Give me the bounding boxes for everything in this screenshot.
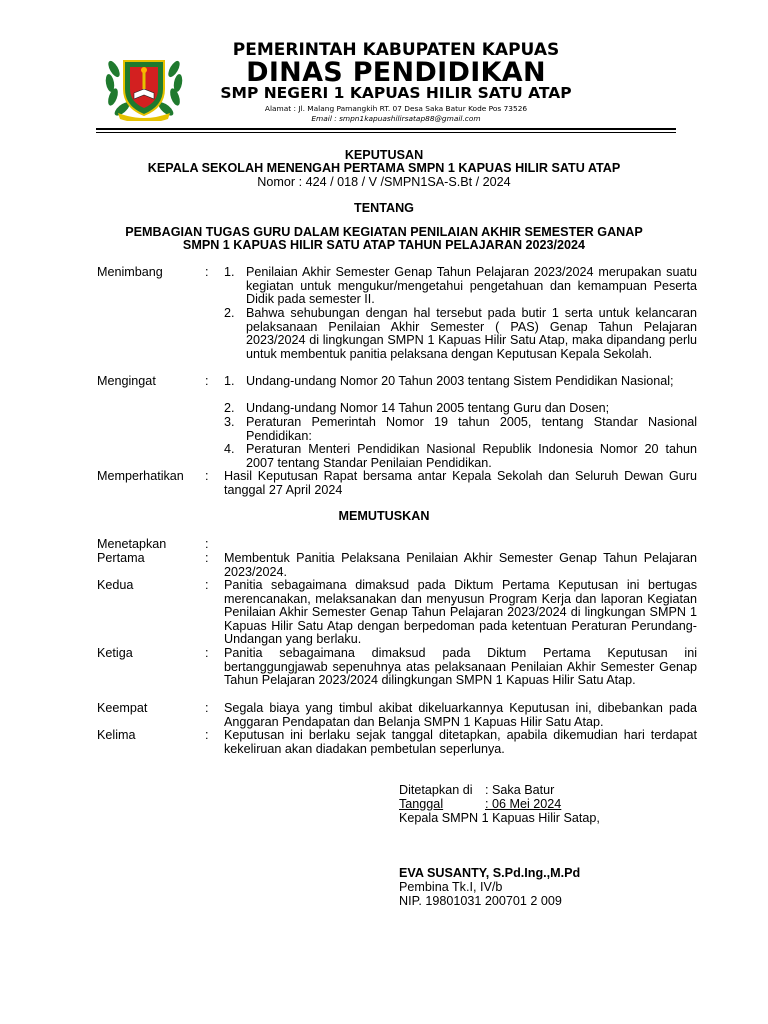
memutuskan-heading: MEMUTUSKAN: [338, 509, 430, 523]
letterhead-school: SMP NEGERI 1 KAPUAS HILIR SATU ATAP: [220, 84, 572, 102]
school-crest-icon: [102, 49, 186, 121]
mengingat-item-2-number: 2.: [224, 401, 235, 415]
signature-place: [399, 783, 554, 797]
letterhead-address: Alamat : Jl. Malang Pamangkih RT. 07 Desa Saka Batur Kode Pos 73526: [264, 104, 528, 113]
menimbang-item-1-number: 1.: [224, 265, 235, 279]
letterhead-government: PEMERINTAH KABUPATEN KAPUAS: [232, 40, 560, 60]
memperhatikan-colon: :: [205, 469, 209, 483]
document-type: KEPUTUSAN: [344, 148, 424, 162]
diktum-ketiga-colon: :: [205, 646, 209, 660]
signature-place-value: : Saka Batur: [485, 783, 555, 797]
diktum-pertama-text: Membentuk Panitia Pelaksana Penilaian Akhir Semester Genap Tahun Pelajaran 2023/2024.: [224, 551, 697, 579]
menimbang-item-2: Bahwa sehubungan dengan hal tersebut pada butir 1 serta untuk kelancaran pelaksanaan Penilaian Akhir Semester ( PAS) Genap Tahun Pelajaran 2023/2024 di lingkungan SMPN 1 Kapuas Hilir Satu Atap, maka dipandang perlu untuk membentuk panitia pelaksana dengan Keputusan Kepala Sekolah.: [246, 306, 697, 361]
letterhead-agency: DINAS PENDIDIKAN: [246, 57, 546, 88]
mengingat-item-1-number: 1.: [224, 374, 235, 388]
diktum-keempat-text: Segala biaya yang timbul akibat dikeluarkannya Keputusan ini, dibebankan pada Anggaran Pendapatan dan Belanja SMPN 1 Kapuas Hilir Satu Atap.: [224, 701, 697, 729]
diktum-kelima-label: Kelima: [97, 728, 136, 742]
diktum-keempat-label: Keempat: [97, 701, 148, 715]
signatory-rank: Pembina Tk.I, IV/b: [399, 880, 503, 894]
menimbang-label: Menimbang: [97, 265, 163, 279]
menimbang-item-2-number: 2.: [224, 306, 235, 320]
letterhead-divider: [96, 128, 676, 130]
menimbang-colon: :: [205, 265, 209, 279]
mengingat-label: Mengingat: [97, 374, 156, 388]
menetapkan-colon: :: [205, 537, 209, 551]
diktum-kelima-text: Keputusan ini berlaku sejak tanggal ditetapkan, apabila dikemudian hari terdapat kekeliruan akan diadakan pembetulan seperlunya.: [224, 728, 697, 756]
mengingat-item-4: Peraturan Menteri Pendidikan Nasional Republik Indonesia Nomor 20 tahun 2007 tentang Standar Penilaian Pendidikan.: [246, 442, 697, 470]
signature-date: [399, 797, 561, 811]
diktum-ketiga-text: Panitia sebagaimana dimaksud pada Diktum Pertama Keputusan ini bertanggungjawab sepenuhnya atas pelaksanaan Penilaian Akhir Semester Genap Tahun Pelajaran 2023/2024 dilingkungan SMPN 1 Kapuas Hilir Satu Atap.: [224, 646, 697, 687]
mengingat-item-2: Undang-undang Nomor 14 Tahun 2005 tentang Guru dan Dosen;: [246, 401, 610, 415]
menimbang-item-1: Penilaian Akhir Semester Genap Tahun Pelajaran 2023/2024 merupakan suatu kegiatan untuk mengukur/mengetahui pengetahuan dan kemampuan Peserta Didik pada semester II.: [246, 265, 697, 306]
subject-line-1: PEMBAGIAN TUGAS GURU DALAM KEGIATAN PENILAIAN AKHIR SEMESTER GANAP: [125, 225, 643, 239]
diktum-kedua-colon: :: [205, 578, 209, 592]
mengingat-item-1: Undang-undang Nomor 20 Tahun 2003 tentang Sistem Pendidikan Nasional;: [246, 374, 674, 388]
diktum-pertama-label: Pertama: [97, 551, 145, 565]
diktum-kedua-text: Panitia sebagaimana dimaksud pada Diktum Pertama Keputusan ini bertugas merencanakan, melaksanakan dan menyusun Program Kerja dan laporan Kegiatan Penilaian Akhir Semester Genap Tahun Pelajaran 2023/2024 di lingkungan SMPN 1 Kapuas Hilir Satu Atap dengan berpedoman pada ketentuan Peraturan Perundang-Undangan yang berlaku.: [224, 578, 697, 646]
diktum-kedua-label: Kedua: [97, 578, 134, 592]
letterhead-email: Email : smpn1kapuashilirsatap88@gmail.com: [311, 114, 481, 123]
diktum-kelima-colon: :: [205, 728, 209, 742]
mengingat-item-3: Peraturan Pemerintah Nomor 19 tahun 2005, tentang Standar Nasional Pendidikan:: [246, 415, 697, 443]
tentang-heading: TENTANG: [354, 201, 414, 215]
letterhead-divider-thin: [96, 132, 676, 133]
signature-position: Kepala SMPN 1 Kapuas Hilir Satap,: [399, 811, 600, 825]
signature-date-label: Tanggal: [399, 797, 444, 811]
signature-date-value: : 06 Mei 2024: [485, 797, 562, 811]
mengingat-item-3-number: 3.: [224, 415, 235, 429]
issuer-title: KEPALA SEKOLAH MENENGAH PERTAMA SMPN 1 KAPUAS HILIR SATU ATAP: [147, 161, 621, 175]
signatory-name: EVA SUSANTY, S.Pd.Ing.,M.Pd: [399, 866, 581, 880]
mengingat-item-4-number: 4.: [224, 442, 235, 456]
signatory-nip: NIP. 19801031 200701 2 009: [399, 894, 562, 908]
memperhatikan-label: Memperhatikan: [97, 469, 184, 483]
diktum-ketiga-label: Ketiga: [97, 646, 133, 660]
diktum-pertama-colon: :: [205, 551, 209, 565]
memperhatikan-text: Hasil Keputusan Rapat bersama antar Kepala Sekolah dan Seluruh Dewan Guru tanggal 27 April 2024: [224, 469, 697, 497]
diktum-keempat-colon: :: [205, 701, 209, 715]
decree-number: Nomor : 424 / 018 / V /SMPN1SA-S.Bt / 2024: [257, 175, 511, 189]
signature-place-label: Ditetapkan di: [399, 783, 473, 797]
subject-line-2: SMPN 1 KAPUAS HILIR SATU ATAP TAHUN PELAJARAN 2023/2024: [182, 238, 586, 252]
menetapkan-label: Menetapkan: [97, 537, 167, 551]
mengingat-colon: :: [205, 374, 209, 388]
